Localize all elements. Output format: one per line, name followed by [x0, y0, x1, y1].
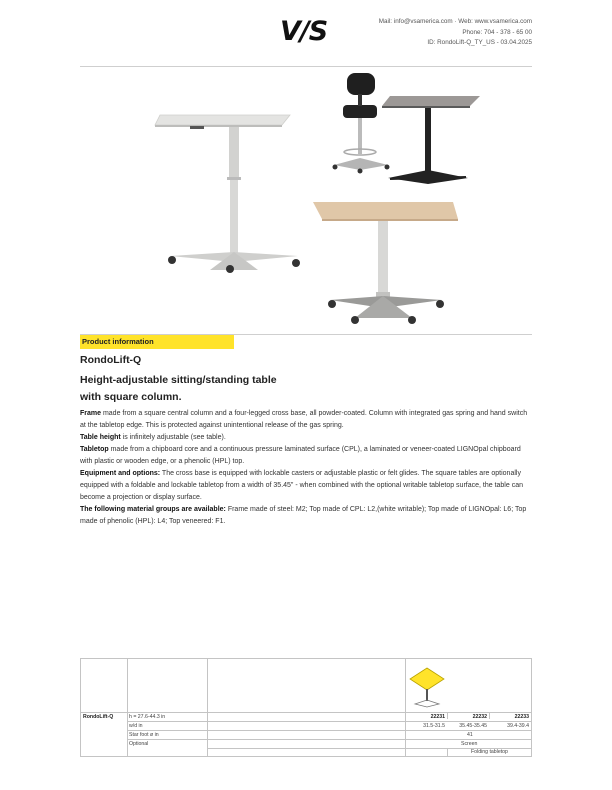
description-text: made from a chipboard core and a continuous pressure laminated surface (CPL), a laminated or veneer-coated LIGNOpal chipboard with plastic or wooden edge, or a phenolic (HPL) top. [80, 446, 521, 465]
description-text: is infinitely adjustable (see table). [120, 434, 226, 441]
description-text: Frame made of steel: M2; Top made of CPL: L2,(white writable); Top made of LIGNOpal: L6; Top made of phenolic (HPL): L4; Top veneered: F1. [80, 506, 527, 525]
description-tabletop [80, 444, 532, 468]
document-id: ID: RondoLift-Q_TY_US - 03.04.2025 [427, 39, 532, 46]
table-divider [127, 659, 128, 756]
spec-product-name: RondoLift-Q [83, 714, 114, 720]
spec-star-foot-label: Star foot ø in [129, 732, 159, 738]
table-wood-top-illustration [313, 202, 458, 324]
table-divider [447, 712, 448, 719]
table-divider [447, 748, 448, 756]
spec-model-number: 22231 [430, 714, 445, 720]
description-frame [80, 408, 532, 432]
spec-size: 31.5-31.5 [423, 723, 445, 729]
header-divider [80, 66, 532, 67]
description-label: Tabletop [80, 446, 109, 453]
spec-model-number: 22232 [472, 714, 487, 720]
contact-mail-web: Mail: info@vsamerica.com · Web: www.vsamerica.com [378, 18, 532, 25]
brand-logo: V/S [280, 16, 328, 47]
product-subtitle [80, 372, 380, 406]
description-text: made from a square central column and a four-legged cross base, all powder-coated. Column with integrated gas spring and hand switch at the tabletop edge. This is protected against unintentional release of the gas spring. [80, 410, 528, 429]
table-divider [127, 739, 531, 740]
spec-folding-option: Folding tabletop [471, 749, 508, 755]
product-photo [150, 70, 490, 332]
spec-size: 39.4-39.4 [507, 723, 529, 729]
spec-model-number: 22233 [514, 714, 529, 720]
description-label: The following material groups are available: [80, 506, 226, 513]
table-divider [405, 659, 406, 756]
description-label: Equipment and options: [80, 470, 161, 477]
table-divider [81, 712, 531, 713]
spec-height: h = 27.6-44.3 in [129, 714, 166, 720]
description-label: Frame [80, 410, 102, 417]
product-description [80, 408, 532, 528]
table-divider [489, 712, 490, 719]
spec-screen-option: Screen [461, 741, 478, 747]
product-subtitle-line2: with square column. [80, 391, 182, 403]
product-subtitle-line1: Height-adjustable sitting/standing table [80, 374, 277, 386]
table-thumbnail-icon [407, 665, 447, 709]
description-text: The cross base is equipped with lockable casters or adjustable plastic or felt glides. The square tables are optionally equipped with a foldable and lockable tabletop from a width of 35.45" - when combined with the optional writable tabletop surface, the table can become a projection or display surface. [80, 470, 523, 501]
description-table-height [80, 432, 532, 444]
table-divider [207, 659, 208, 756]
spec-optional-label: Optional [129, 741, 149, 747]
contact-info [379, 17, 532, 49]
description-label: Table height [80, 434, 121, 441]
chair-illustration [333, 73, 390, 174]
description-materials [80, 504, 532, 528]
table-white-top-illustration [155, 115, 300, 273]
spec-width-label: w/d in [129, 723, 143, 729]
spec-star-foot-value: 41 [467, 732, 473, 738]
section-label: Product information [80, 335, 234, 349]
description-equipment [80, 468, 532, 504]
contact-phone: Phone: 704 - 378 - 65 00 [462, 28, 532, 36]
product-name: RondoLift-Q [80, 354, 142, 366]
table-divider [127, 721, 531, 722]
table-divider [127, 730, 531, 731]
table-dark-top-illustration [382, 96, 480, 184]
spec-size: 35.45-35.45 [459, 723, 487, 729]
spec-table [80, 658, 532, 757]
